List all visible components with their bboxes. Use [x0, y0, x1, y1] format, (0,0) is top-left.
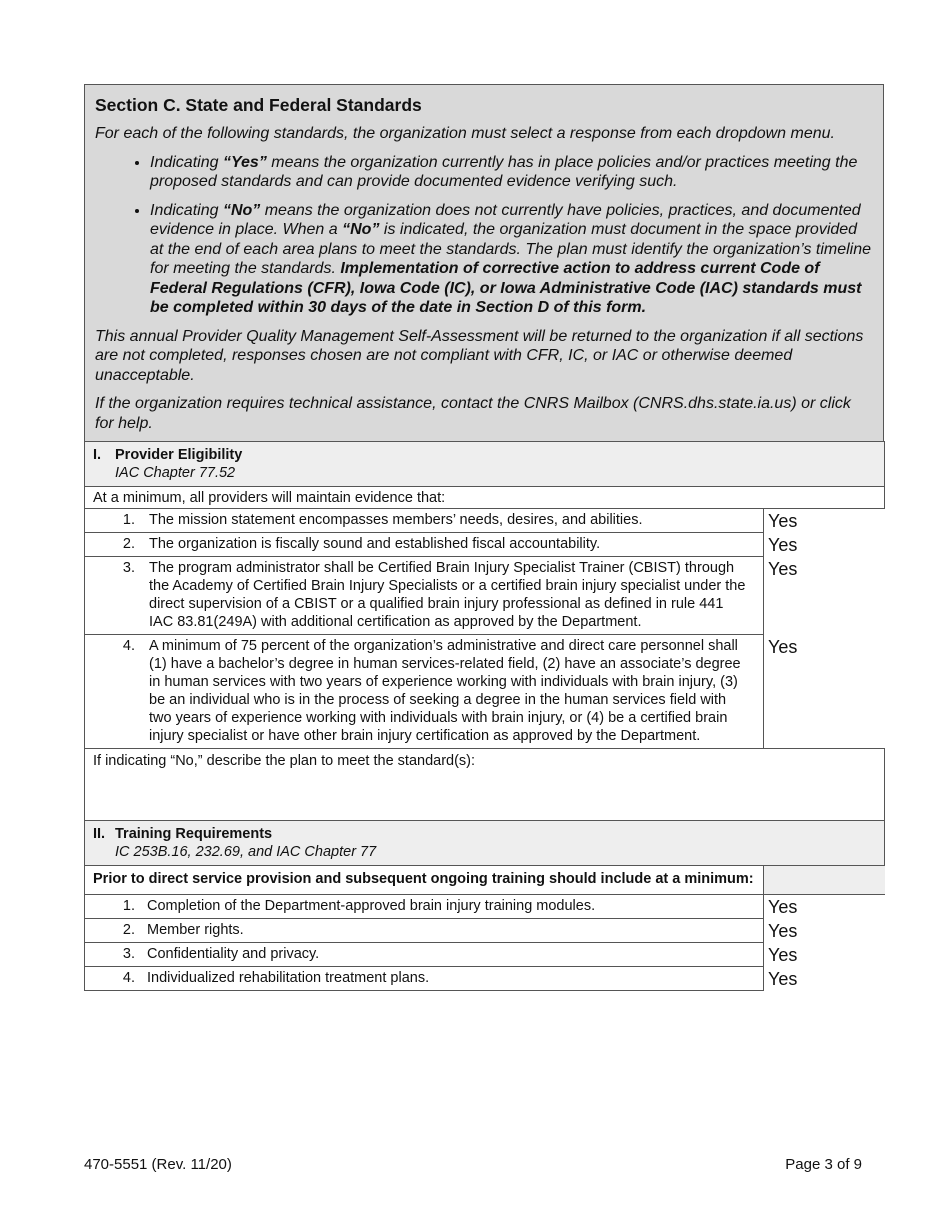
table-row: 3. Confidentiality and privacy. Yes [85, 943, 885, 967]
answer-dropdown[interactable]: Yes [764, 557, 885, 635]
answer-dropdown[interactable]: Yes [764, 533, 885, 557]
help-note: If the organization requires technical assistance, contact the CNRS Mailbox (CNRS.dhs.state.ia.us) or click for help. [95, 395, 851, 432]
answer-dropdown[interactable]: Yes [764, 895, 885, 919]
table-row: 4. Individualized rehabilitation treatment plans. Yes [85, 967, 885, 991]
plan-text-field[interactable] [85, 749, 885, 821]
training-text: Completion of the Department-approved brain injury training modules. [147, 898, 596, 914]
answer-dropdown[interactable]: Yes [764, 919, 885, 943]
part2-lead: Prior to direct service provision and subsequent ongoing training should include at a minimum: [85, 866, 764, 895]
part1-num: I. [93, 447, 102, 463]
instruction-bullets [95, 153, 873, 318]
answer-dropdown[interactable]: Yes [764, 635, 885, 749]
answer-dropdown[interactable]: Yes [764, 943, 885, 967]
bullet-no: • Indicating “No” means the organization does not currently have policies, practices, and documented evidence in place. When a “No” is indicated, the organization must document in the space provided at the end of each area plans to meet the standards. The plan must identify the organization’s timeline for meeting the standards. Implementation of corrective action to address current Code of Federal Regulations (CFR), Iowa Code (IC), or Iowa Administrative Code (IAC) standards must be completed within 30 days of the date in Section D of this form. [150, 201, 873, 318]
part1-title: Provider Eligibility [115, 447, 243, 463]
page-number: Page 3 of 9 [785, 1156, 862, 1173]
answer-dropdown[interactable]: Yes [764, 967, 885, 991]
part1-plan-row [85, 749, 885, 821]
instructions-text: For each of the following standards, the organization must select a response from each dropdown menu. [95, 125, 835, 142]
part1-header [85, 442, 885, 487]
table-row: 4. A minimum of 75 percent of the organization’s administrative and direct care personnel shall (1) have a bachelor’s degree in human services-related field, (2) have an associate’s degree in human services with two years of experience working with individuals with brain injury, (3) be an individual who is in the process of seeking a degree in the human services field with two years of experience working with individuals with brain injury, or (4) be a certified brain injury specialist or have other brain injury certification as approved by the Department. Yes [85, 635, 885, 749]
table-row: 3. The program administrator shall be Certified Brain Injury Specialist Trainer (CBIST) through the Academy of Certified Brain Injury Specialists or a certified brain injury specialist under the direct supervision of a CBIST or a qualified brain injury professional as defined in rule 441 IAC 83.81(249A) with additional certification as approved by the Department. Yes [85, 557, 885, 635]
part1-ref: IAC Chapter 77.52 [115, 465, 236, 481]
part2-lead-row [85, 866, 885, 895]
part2-header [85, 821, 885, 866]
table-row: 2. The organization is fiscally sound and established fiscal accountability. Yes [85, 533, 885, 557]
plan-label: If indicating “No,” describe the plan to meet the standard(s): [93, 753, 476, 769]
part1-lead: At a minimum, all providers will maintain evidence that: [85, 487, 885, 509]
table-row: 1. The mission statement encompasses members’ needs, desires, and abilities. Yes [85, 509, 885, 533]
standard-text: The organization is fiscally sound and established fiscal accountability. [149, 536, 601, 552]
standard-text: The mission statement encompasses members’ needs, desires, and abilities. [149, 512, 643, 528]
part2-ref: IC 253B.16, 232.69, and IAC Chapter 77 [115, 844, 377, 860]
part2-title: Training Requirements [115, 826, 273, 842]
form-page [84, 84, 884, 991]
form-number: 470-5551 (Rev. 11/20) [84, 1156, 232, 1173]
section-c-intro [84, 84, 884, 441]
table-row: 1. Completion of the Department-approved brain injury training modules. Yes [85, 895, 885, 919]
training-text: Individualized rehabilitation treatment plans. [147, 970, 430, 986]
part1-lead-row [85, 487, 885, 509]
standard-text: The program administrator shall be Certified Brain Injury Specialist Trainer (CBIST) through the Academy of Certified Brain Injury Specialists or a certified brain injury specialist under the direct supervision of a CBIST or a qualified brain injury professional as defined in rule 441 IAC 83.81(249A) with additional certification as approved by the Department. [149, 560, 746, 630]
training-text: Member rights. [147, 922, 244, 938]
section-title: Section C. State and Federal Standards [95, 95, 422, 115]
return-note: This annual Provider Quality Management Self-Assessment will be returned to the organization if all sections are not completed, responses chosen are not compliant with CFR, IC, or IAC or otherwise deemed unacceptable. [95, 327, 864, 384]
bullet-yes: • Indicating “Yes” means the organization currently has in place policies and/or practices meeting the proposed standards and can provide documented evidence verifying such. [150, 153, 873, 192]
training-text: Confidentiality and privacy. [147, 946, 320, 962]
part2-num: II. [93, 826, 106, 842]
blank-cell [764, 866, 885, 895]
standard-text: A minimum of 75 percent of the organization’s administrative and direct care personnel shall (1) have a bachelor’s degree in human services-related field, (2) have an associate’s degree in human services with two years of experience working with individuals with brain injury, (3) be an individual who is in the process of seeking a degree in the human services field with two years of experience working with individuals with brain injury, or (4) be a certified brain injury specialist or have other brain injury certification as approved by the Department. [149, 638, 741, 744]
standards-table [84, 441, 885, 991]
answer-dropdown[interactable]: Yes [764, 509, 885, 533]
table-row: 2. Member rights. Yes [85, 919, 885, 943]
